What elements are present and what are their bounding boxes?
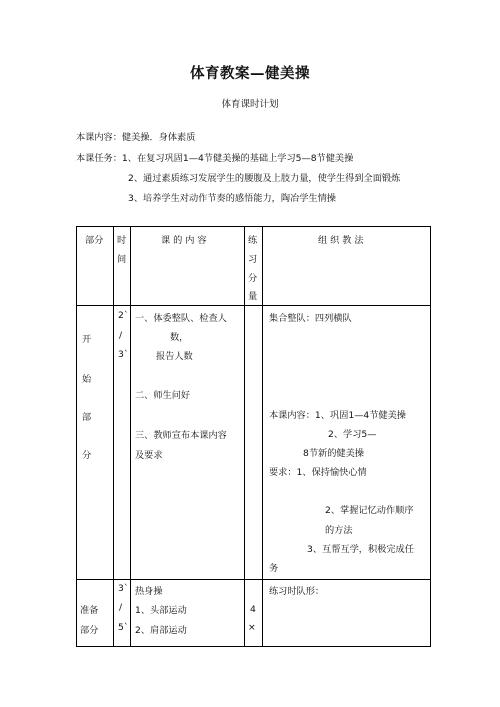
header-amount-char-2: 习 — [248, 254, 258, 265]
start-part-char-1: 开 — [82, 334, 92, 345]
start-content-3b: 及要求 — [135, 450, 163, 461]
lesson-task-line-2: 2、通过素质练习发展学生的腰腹及上肢力量，使学生得到全面锻炼 — [128, 173, 401, 184]
start-org-1: 集合整队：四列横队 — [269, 313, 352, 324]
start-org-4: 8节新的健美操 — [303, 448, 364, 459]
start-content-1b: 数， — [170, 332, 189, 343]
start-org-cell — [263, 306, 431, 580]
start-part-char-4: 分 — [82, 450, 92, 461]
prep-amount-cell — [245, 580, 263, 647]
start-content-1c: 报告人数 — [156, 351, 193, 362]
prep-time-top: 3` — [118, 583, 129, 594]
start-content-cell — [131, 306, 245, 580]
start-org-6: 2、掌握记忆动作顺序 — [325, 505, 414, 516]
header-time-char-1: 时 — [117, 235, 127, 246]
start-content-3a: 三、教师宣布本课内容 — [135, 430, 227, 441]
start-time-cell — [114, 306, 131, 580]
lesson-task-line-3: 3、培养学生对动作节奏的感悟能力，陶冶学生情操 — [128, 193, 336, 204]
header-content-label: 课 的 内 容 — [161, 235, 207, 246]
start-org-7: 的方法 — [325, 525, 353, 536]
table-row-prep — [77, 580, 431, 647]
prep-part-cell — [77, 580, 114, 647]
prep-time-bottom: 5` — [118, 622, 129, 633]
header-amount-char-4: 量 — [248, 291, 258, 302]
start-part-cell — [77, 306, 114, 580]
prep-part-2: 部分 — [80, 625, 99, 636]
header-content — [131, 227, 245, 306]
document-subtitle: 体育课时计划 — [221, 99, 279, 110]
start-part-char-3: 部 — [82, 412, 92, 423]
prep-time-cell — [114, 580, 131, 647]
lesson-plan-table — [76, 226, 431, 647]
start-time-top: 2` — [118, 310, 129, 321]
start-time-bottom: 3` — [118, 349, 129, 360]
header-org-label: 组 织 教 法 — [318, 235, 364, 246]
start-org-3: 2、学习5— — [328, 429, 377, 440]
prep-amount-2: × — [248, 622, 256, 633]
document-title: 体育教案—健美操 — [190, 66, 310, 82]
start-part-char-2: 始 — [82, 374, 92, 385]
start-time-slash: / — [119, 330, 123, 341]
prep-org-cell — [263, 580, 431, 647]
header-part — [77, 227, 114, 306]
header-part-label: 部分 — [85, 235, 104, 246]
header-time — [114, 227, 131, 306]
start-org-2: 本课内容：1、巩固1—4节健美操 — [269, 410, 406, 421]
start-content-2: 二、师生问好 — [135, 390, 191, 401]
table-row-start — [77, 306, 431, 580]
prep-content-2: 1、头部运动 — [135, 605, 187, 616]
prep-content-cell — [131, 580, 245, 647]
prep-time-slash: / — [119, 602, 123, 613]
table-header-row — [77, 227, 431, 306]
header-time-char-2: 间 — [117, 254, 127, 265]
start-amount-cell — [245, 306, 263, 580]
prep-part-1: 准备 — [80, 605, 99, 616]
start-org-9: 务 — [269, 563, 279, 574]
prep-org-1: 练习时队形： — [269, 586, 325, 597]
start-org-5: 要求：1、保持愉快心情 — [269, 467, 367, 478]
start-org-8: 3、互帮互学，积极完成任 — [307, 544, 414, 555]
start-content-1a: 一、体委整队、检查人 — [135, 313, 227, 324]
prep-content-1: 热身操 — [135, 586, 163, 597]
prep-amount-1: 4 — [250, 604, 256, 615]
header-amount-char-1: 练 — [248, 235, 258, 246]
header-amount — [245, 227, 263, 306]
prep-content-3: 2、肩部运动 — [135, 625, 187, 636]
lesson-task-line-1: 本课任务：1、在复习巩固1—4节健美操的基础上学习5—8节健美操 — [76, 153, 354, 164]
lesson-content-line: 本课内容：健美操．身体素质 — [76, 132, 196, 143]
header-org — [263, 227, 431, 306]
header-amount-char-3: 分 — [248, 273, 258, 284]
